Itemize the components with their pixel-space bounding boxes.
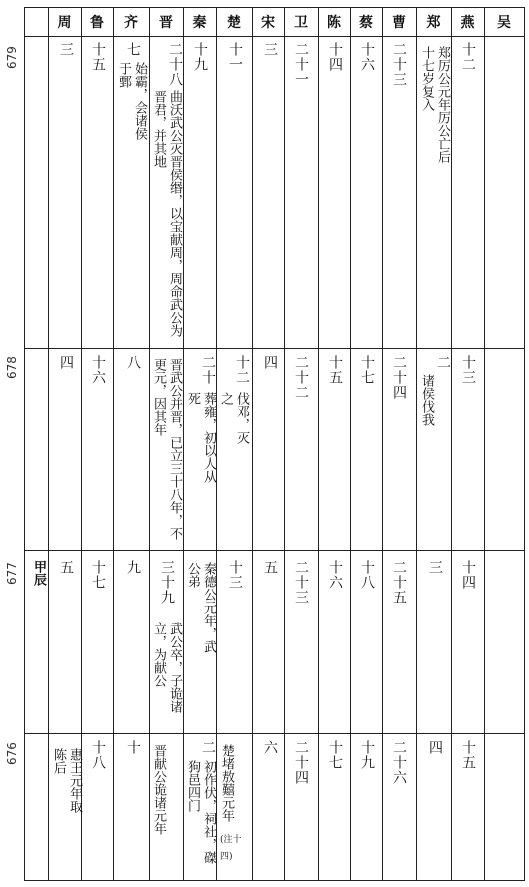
cell-zheng-note: 郑厉公元年厉公亡后十七岁复入 xyxy=(419,46,450,163)
table-border-left xyxy=(24,7,25,881)
cell-wei: 二十三 xyxy=(293,560,309,605)
header-cao: 曹 xyxy=(392,15,406,31)
year-label: 676 xyxy=(5,742,19,765)
header-qi: 齐 xyxy=(124,15,138,31)
cell-chen: 十四 xyxy=(327,42,343,72)
cell-qin-number: 二 xyxy=(200,740,216,755)
cell-wei: 二十四 xyxy=(293,740,309,785)
cell-chen: 十七 xyxy=(327,740,343,770)
header-lu: 鲁 xyxy=(90,15,104,31)
cell-jin-number: 二十八 xyxy=(167,42,183,87)
header-cai: 蔡 xyxy=(359,15,373,31)
header-qin: 秦 xyxy=(192,15,207,31)
cell-cao: 二十三 xyxy=(391,42,407,87)
cell-zheng-number: 二 xyxy=(435,355,451,370)
header-zhou: 周 xyxy=(57,15,72,31)
header-divider xyxy=(24,36,525,37)
cell-jin-note: 晋献公诡诸元年 xyxy=(151,744,166,835)
cell-zheng-note: 诸侯伐我 xyxy=(419,374,434,426)
ganzhi-label: 甲辰 xyxy=(31,560,46,586)
column-divider xyxy=(350,7,351,881)
cell-chu: 十三 xyxy=(227,560,243,590)
cell-qi-number: 七 xyxy=(125,42,141,57)
cell-chu-note: 伐邓，灭之 xyxy=(218,392,249,444)
year-label: 677 xyxy=(5,562,19,585)
row-divider xyxy=(24,733,525,734)
column-divider xyxy=(451,7,452,881)
cell-jin-number: 三十九 xyxy=(159,560,175,605)
header-zheng: 郑 xyxy=(426,15,441,31)
cell-cao: 二十五 xyxy=(391,560,407,605)
cell-zhou: 四 xyxy=(58,355,74,370)
cell-cai: 十九 xyxy=(359,740,375,770)
cell-qi: 十 xyxy=(125,740,141,755)
cell-cai: 十六 xyxy=(359,42,375,72)
cell-jin-note: 晋武公并晋，已立三十八年，不更元，因其年 xyxy=(151,358,182,540)
cell-wei: 二十二 xyxy=(293,355,309,400)
cell-yan: 十五 xyxy=(460,740,476,770)
cell-wei: 二十一 xyxy=(293,42,309,87)
cell-chen: 十五 xyxy=(327,355,343,385)
cell-yan: 十三 xyxy=(460,355,476,385)
header-yan: 燕 xyxy=(460,15,475,31)
header-wu: 吴 xyxy=(497,15,511,31)
header-chen: 陈 xyxy=(327,15,341,31)
cell-qin-note: 秦德公元年，武公弟 xyxy=(185,562,216,653)
cell-qi: 八 xyxy=(125,355,141,370)
column-divider xyxy=(382,7,383,881)
year-label: 678 xyxy=(5,356,19,379)
cell-lu: 十七 xyxy=(90,560,106,590)
cell-yan: 十二 xyxy=(460,42,476,72)
cell-cao: 二十四 xyxy=(391,355,407,400)
cell-qi: 九 xyxy=(125,560,141,575)
cell-chu-footnote: (注十四) xyxy=(220,835,242,862)
column-divider xyxy=(48,7,49,881)
cell-song: 三 xyxy=(262,42,278,57)
cell-cai: 十八 xyxy=(359,560,375,590)
column-divider xyxy=(113,7,114,881)
cell-song: 四 xyxy=(262,355,278,370)
cell-zhou: 五 xyxy=(58,560,74,575)
cell-song: 六 xyxy=(262,740,278,755)
table-border-right xyxy=(524,7,525,881)
header-jin: 晋 xyxy=(159,15,173,31)
cell-qin-note: 葬雍，初以人从死 xyxy=(185,392,216,483)
cell-zheng: 三 xyxy=(427,560,443,575)
cell-zheng: 四 xyxy=(427,740,443,755)
header-wei: 卫 xyxy=(294,15,308,31)
row-divider xyxy=(24,550,525,551)
header-song: 宋 xyxy=(261,15,275,31)
cell-lu: 十五 xyxy=(90,42,106,72)
cell-chu-note: 楚堵敖囏元年 xyxy=(219,744,234,822)
cell-jin-note: 武公卒，子诡诸立，为献公 xyxy=(151,622,182,713)
cell-song: 五 xyxy=(262,560,278,575)
table-border-bottom xyxy=(24,880,525,881)
column-divider xyxy=(416,7,417,881)
cell-chen: 十六 xyxy=(327,560,343,590)
row-divider xyxy=(24,348,525,349)
cell-chu-number: 十二 xyxy=(234,355,250,385)
column-divider xyxy=(484,7,485,881)
cell-zhou: 三 xyxy=(58,42,74,57)
column-divider xyxy=(284,7,285,881)
cell-zhou-note: 惠王元年取陈后 xyxy=(51,748,82,813)
cell-cao: 二十六 xyxy=(391,740,407,785)
cell-cai: 十七 xyxy=(359,355,375,385)
cell-qin: 十九 xyxy=(192,42,208,72)
cell-jin-note: 曲沃武公灭晋侯缗，以宝献周，周命武公为晋君，并其地 xyxy=(151,90,182,337)
cell-chu: 十一 xyxy=(227,42,243,72)
year-label: 679 xyxy=(5,46,19,69)
header-chu: 楚 xyxy=(227,15,241,31)
column-divider xyxy=(318,7,319,881)
cell-yan: 十四 xyxy=(460,560,476,590)
column-divider xyxy=(252,7,253,881)
cell-qi-note: 始霸，会诸侯于鄄 xyxy=(116,62,147,140)
cell-lu: 十六 xyxy=(90,355,106,385)
cell-lu: 十八 xyxy=(90,740,106,770)
cell-qin-note: 初作伏，祠社，磔狗邑四门 xyxy=(185,760,216,864)
cell-qin-number: 二十 xyxy=(200,355,216,385)
